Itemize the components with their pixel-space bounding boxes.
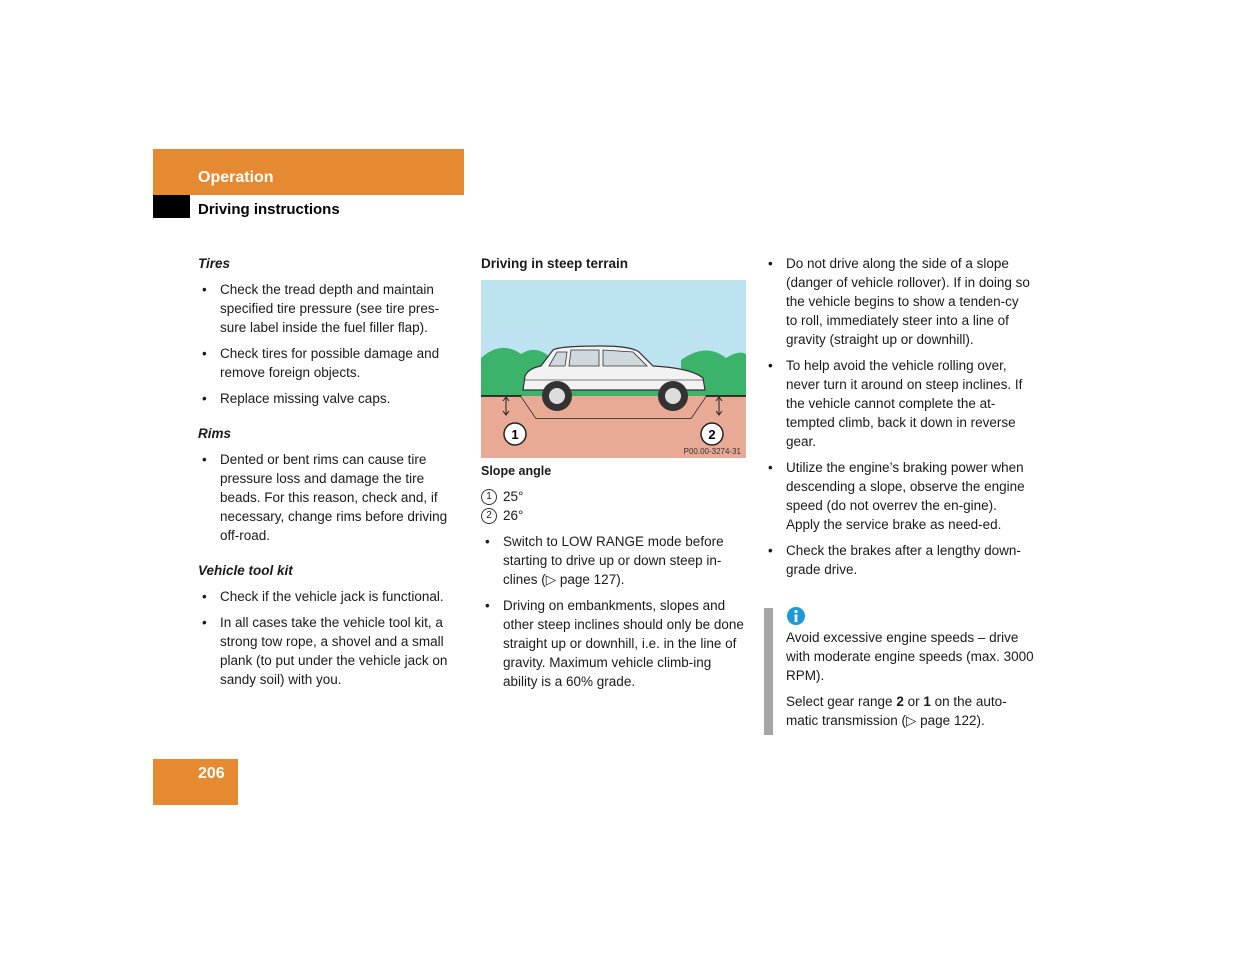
terrain-list [481, 532, 747, 691]
info-text: Select gear range [786, 694, 897, 709]
column-2 [481, 254, 747, 707]
figure-code: P00.00-3274-31 [683, 447, 741, 456]
page-number-box [153, 759, 238, 805]
info-icon [786, 606, 806, 626]
rims-list [198, 450, 463, 545]
list-item: • To help avoid the vehicle rolling over, never turn it around on steep inclines. If the vehicle cannot complete the at-tempted climb, back it down in reverse gear. [764, 356, 1032, 451]
subsection-title: Driving instructions [198, 201, 340, 218]
toolkit-list [198, 587, 463, 689]
list-item: • Dented or bent rims can cause tire pressure loss and damage the tire beads. For this reason, check and, if necessary, change rims before driving off-road. [198, 450, 463, 545]
angle-number: 1 [481, 489, 497, 505]
info-box [786, 606, 1034, 737]
column-1 [198, 254, 463, 705]
tires-heading: Tires [198, 256, 231, 271]
gear-1: 1 [923, 694, 931, 709]
info-bar [764, 608, 773, 735]
figure-caption: Slope angle [481, 464, 552, 478]
callout-1-label: 1 [511, 427, 519, 442]
list-item: • Utilize the engine’s braking power when descending a slope, observe the engine speed (do not overrev the en-gine). Apply the service brake as need-ed. [764, 458, 1032, 534]
info-text: or [903, 694, 924, 709]
list-item: • Check the tread depth and maintain specified tire pressure (see tire pres-sure label inside the fuel filler flap). [198, 280, 463, 337]
list-item: • Replace missing valve caps. [198, 389, 463, 408]
info-para-2 [786, 692, 1034, 730]
list-item: • In all cases take the vehicle tool kit, a strong tow rope, a shovel and a small plank (to put under the vehicle jack on sandy soil) with you. [198, 613, 463, 689]
angle-row-2 [481, 506, 747, 525]
gear-2: 2 [896, 694, 904, 709]
slope-angle-figure [481, 280, 746, 458]
rims-heading: Rims [198, 426, 232, 441]
angle-number: 2 [481, 508, 497, 524]
subsection-marker [153, 195, 190, 218]
list-item: • Switch to LOW RANGE mode before starting to drive up or down steep in-clines (▷ page 127). [481, 532, 747, 589]
info-text: on the auto-matic transmission (▷ page 122). [786, 694, 1007, 728]
list-item: • Check if the vehicle jack is functional. [198, 587, 463, 606]
angle-row-1 [481, 487, 747, 506]
list-item: • Check tires for possible damage and remove foreign objects. [198, 344, 463, 382]
angle-value: 26° [503, 508, 524, 523]
slope-list [764, 254, 1032, 579]
list-item: • Do not drive along the side of a slope (danger of vehicle rollover). If in doing so the vehicle begins to show a tenden-cy to roll, immediately steer into a line of gravity (straight up or downhill). [764, 254, 1032, 349]
steep-terrain-heading: Driving in steep terrain [481, 256, 629, 271]
column-3 [764, 254, 1032, 595]
section-title: Operation [198, 169, 274, 186]
angle-value: 25° [503, 489, 524, 504]
info-para-1: Avoid excessive engine speeds – drive with moderate engine speeds (max. 3000 RPM). [786, 630, 1034, 683]
list-item: • Driving on embankments, slopes and other steep inclines should only be done straight up or downhill, i.e. in the line of gravity. Maximum vehicle climb-ing ability is a 60% grade. [481, 596, 747, 691]
tires-list [198, 280, 463, 408]
list-item: • Check the brakes after a lengthy down-grade drive. [764, 541, 1032, 579]
callout-2-label: 2 [708, 427, 716, 442]
toolkit-heading: Vehicle tool kit [198, 563, 293, 578]
page-number: 206 [198, 765, 225, 782]
